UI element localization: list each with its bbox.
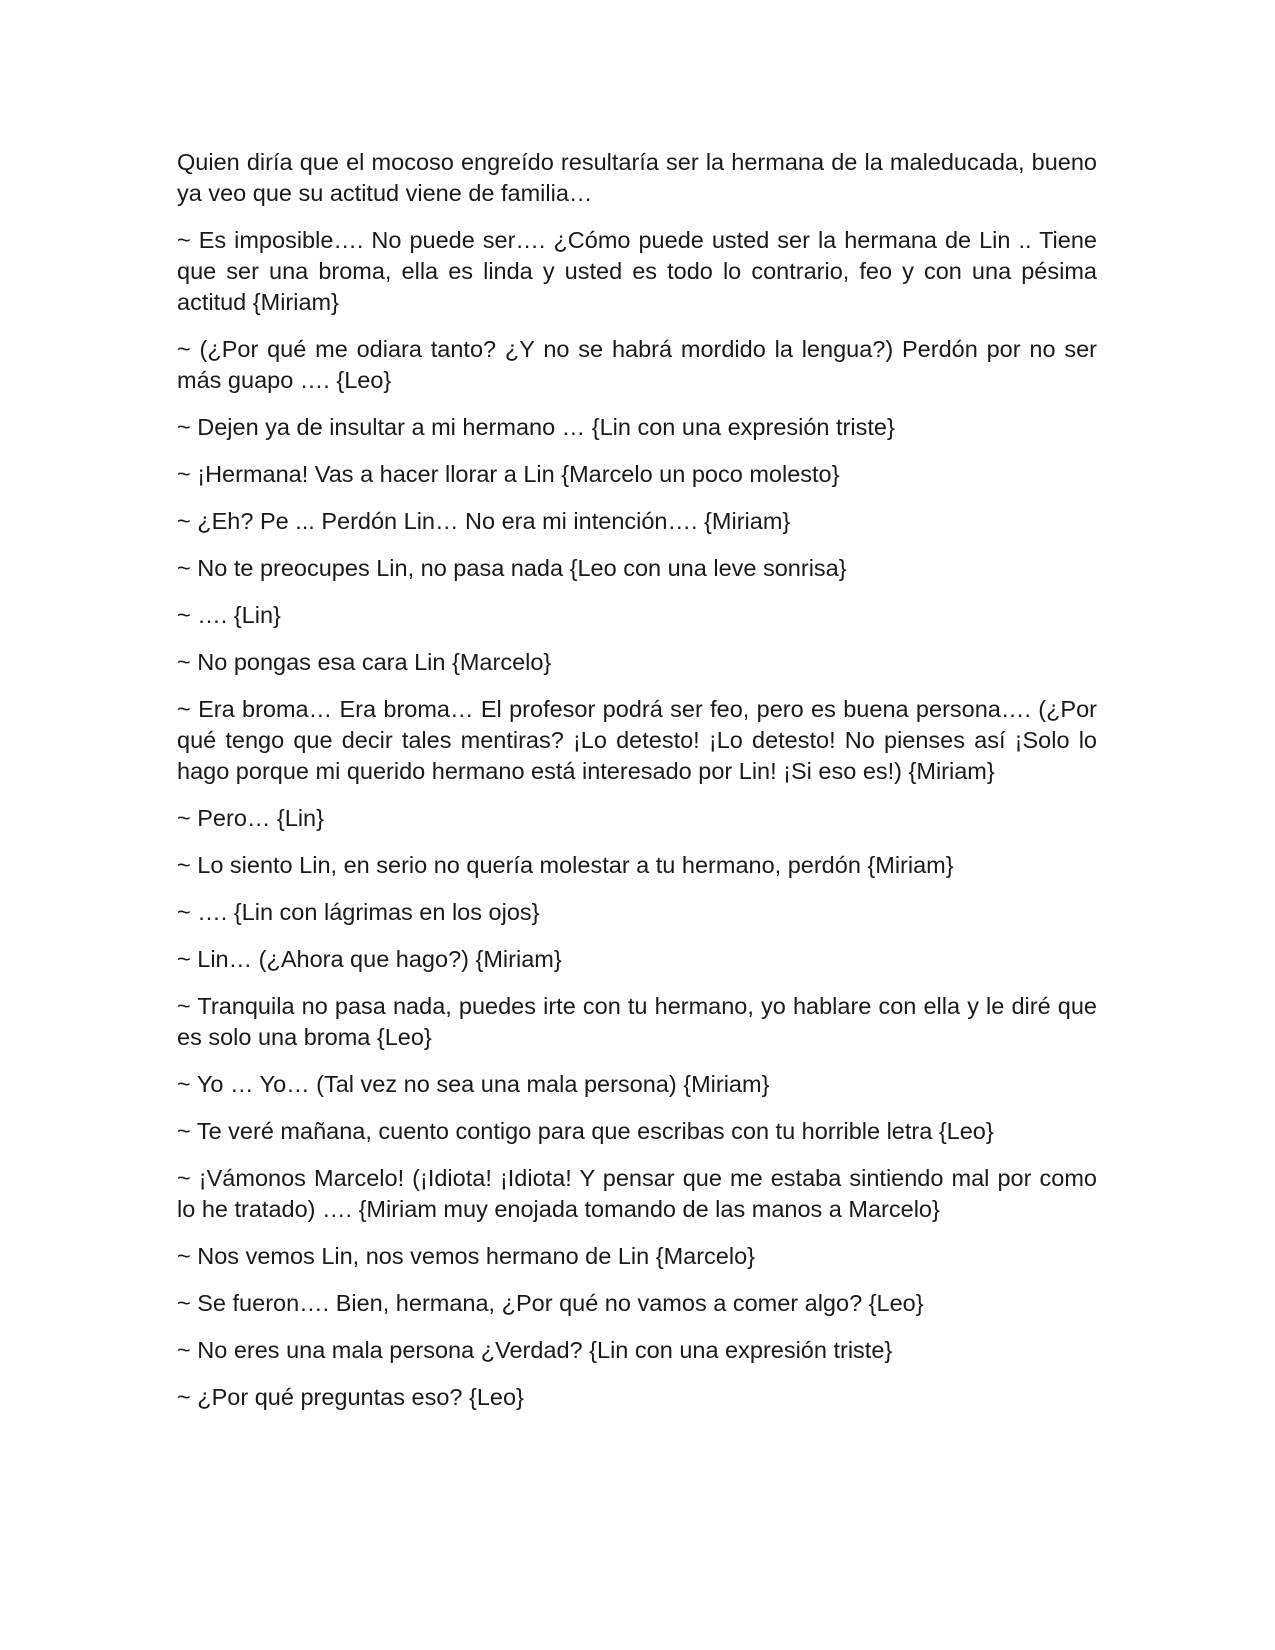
dialogue-line: ~ ¿Por qué preguntas eso? {Leo} — [177, 1384, 524, 1410]
dialogue-line: ~ Era broma… Era broma… El profesor podrá ser feo, pero es buena persona…. (¿Por qué tengo que decir tales mentiras? ¡Lo detesto! ¡Lo detesto! No pienses así ¡Solo lo hago porque mi querido hermano está interesado por Lin! ¡Si eso es!) {Miriam} — [177, 696, 1097, 784]
dialogue-line: ~ Te veré mañana, cuento contigo para que escribas con tu horrible letra {Leo} — [177, 1118, 994, 1144]
dialogue-line: ~ Es imposible…. No puede ser…. ¿Cómo puede usted ser la hermana de Lin .. Tiene que ser una broma, ella es linda y usted es todo lo contrario, feo y con una pésima actitud {Miriam} — [177, 227, 1097, 315]
dialogue-line: ~ Nos vemos Lin, nos vemos hermano de Lin {Marcelo} — [177, 1243, 756, 1269]
dialogue-line: ~ Lin… (¿Ahora que hago?) {Miriam} — [177, 946, 562, 972]
dialogue-line: ~ Tranquila no pasa nada, puedes irte con tu hermano, yo hablare con ella y le diré que es solo una broma {Leo} — [177, 993, 1097, 1050]
dialogue-line: ~ …. {Lin} — [177, 602, 281, 628]
document-body — [177, 147, 1097, 1413]
dialogue-line: ~ No te preocupes Lin, no pasa nada {Leo con una leve sonrisa} — [177, 555, 847, 581]
dialogue-line: ~ No pongas esa cara Lin {Marcelo} — [177, 649, 552, 675]
dialogue-line: ~ No eres una mala persona ¿Verdad? {Lin con una expresión triste} — [177, 1337, 893, 1363]
dialogue-line: ~ Dejen ya de insultar a mi hermano … {Lin con una expresión triste} — [177, 414, 895, 440]
dialogue-line: ~ ¡Hermana! Vas a hacer llorar a Lin {Marcelo un poco molesto} — [177, 461, 840, 487]
dialogue-line: ~ ¡Vámonos Marcelo! (¡Idiota! ¡Idiota! Y pensar que me estaba sintiendo mal por como lo he tratado) …. {Miriam muy enojada tomando de las manos a Marcelo} — [177, 1165, 1097, 1222]
dialogue-line: ~ Lo siento Lin, en serio no quería molestar a tu hermano, perdón {Miriam} — [177, 852, 954, 878]
dialogue-line: ~ Se fueron…. Bien, hermana, ¿Por qué no vamos a comer algo? {Leo} — [177, 1290, 924, 1316]
dialogue-line: ~ ¿Eh? Pe ... Perdón Lin… No era mi intención…. {Miriam} — [177, 508, 791, 534]
narration-paragraph: Quien diría que el mocoso engreído resultaría ser la hermana de la maleducada, bueno ya veo que su actitud viene de familia… — [177, 149, 1097, 206]
dialogue-line: ~ (¿Por qué me odiara tanto? ¿Y no se habrá mordido la lengua?) Perdón por no ser más guapo …. {Leo} — [177, 336, 1097, 393]
dialogue-line: ~ Pero… {Lin} — [177, 805, 324, 831]
dialogue-line: ~ …. {Lin con lágrimas en los ojos} — [177, 899, 540, 925]
dialogue-line: ~ Yo … Yo… (Tal vez no sea una mala persona) {Miriam} — [177, 1071, 770, 1097]
